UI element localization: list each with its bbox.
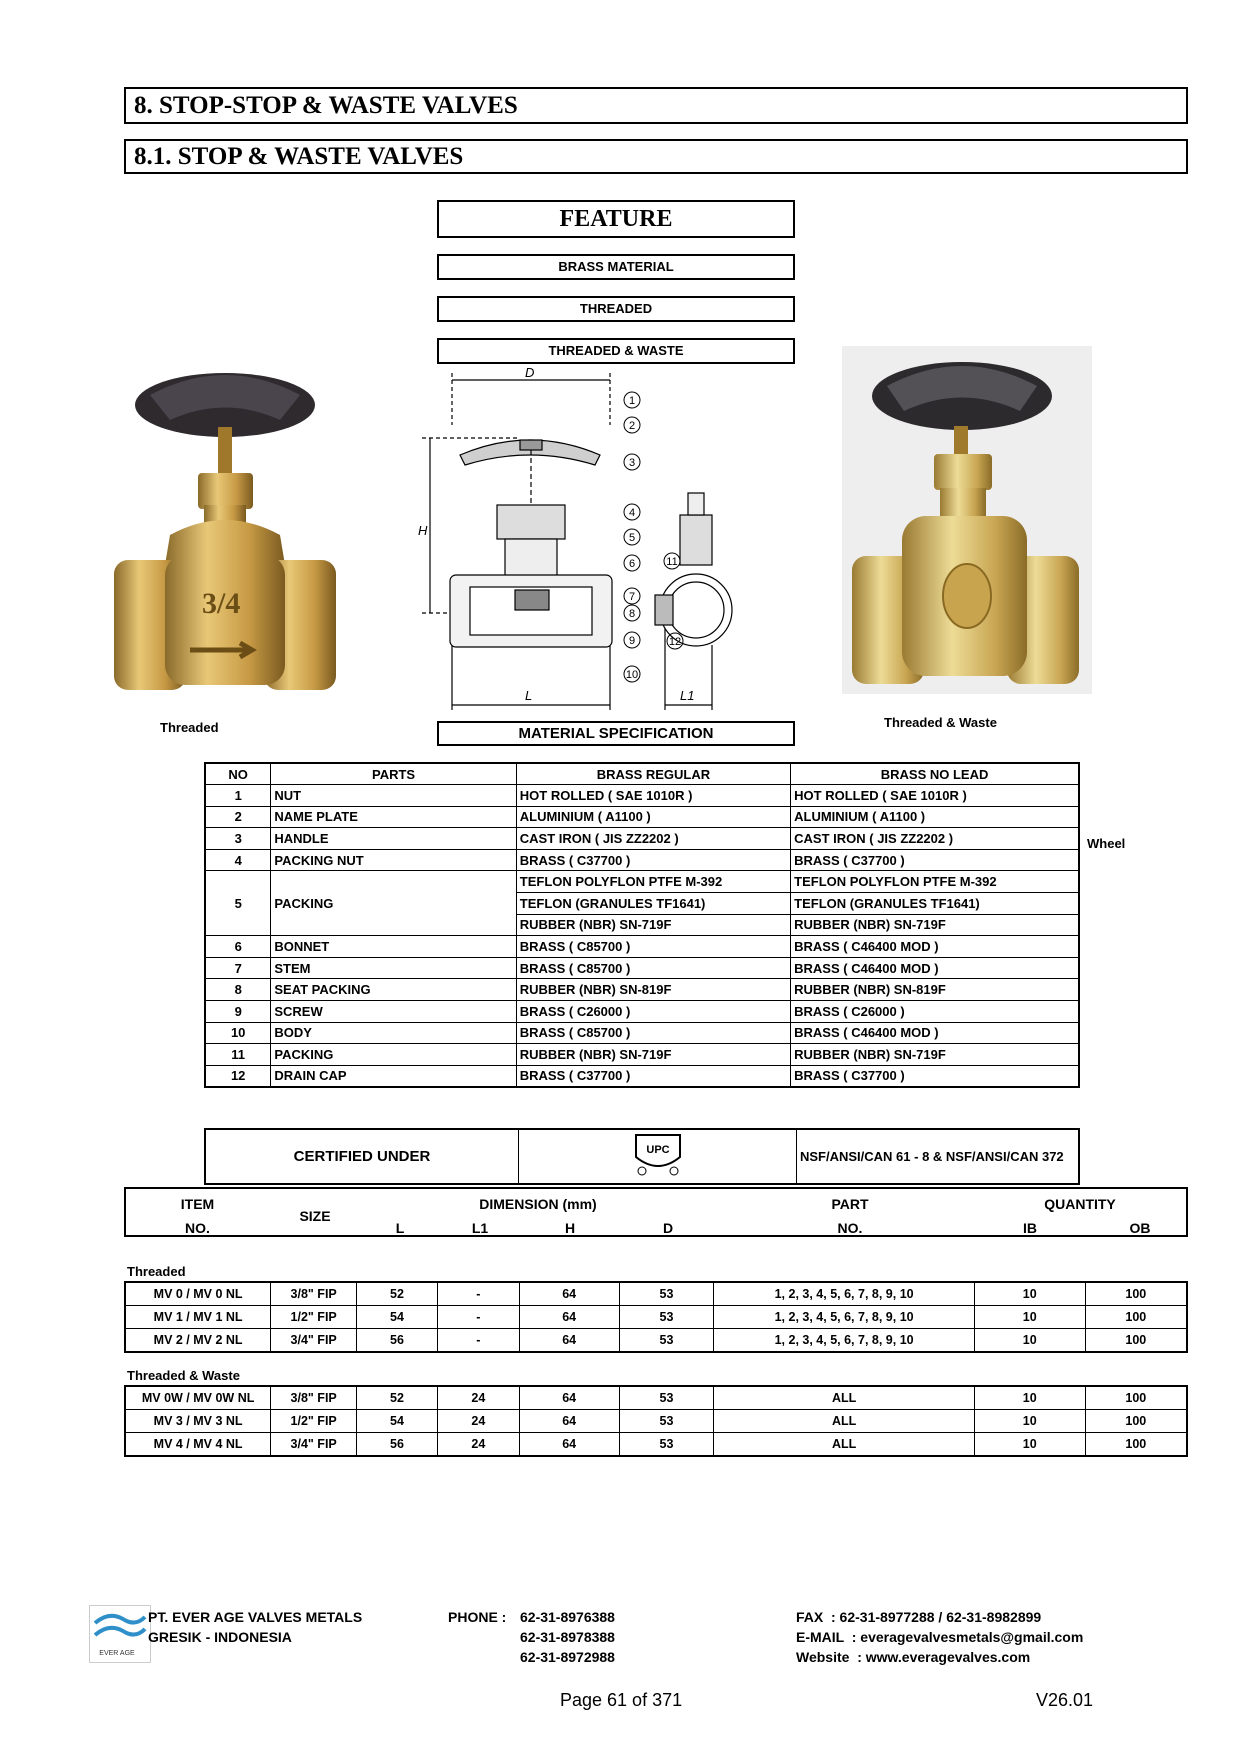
dim-header-part: PART bbox=[831, 1196, 869, 1212]
cell-d: 53 bbox=[619, 1433, 714, 1457]
cell-regular: BRASS ( C85700 ) bbox=[516, 1022, 790, 1044]
cell-h: 64 bbox=[519, 1410, 619, 1433]
col-header-no: NO bbox=[205, 763, 271, 785]
company-name: PT. EVER AGE VALVES METALS bbox=[148, 1609, 363, 1625]
cell-regular: BRASS ( C37700 ) bbox=[516, 849, 790, 871]
cell-regular: TEFLON (GRANULES TF1641) bbox=[516, 893, 790, 915]
callout-10: 10 bbox=[625, 669, 639, 681]
cell-nolead: BRASS ( C46400 MOD ) bbox=[791, 1022, 1079, 1044]
feature-item: BRASS MATERIAL bbox=[437, 254, 795, 280]
cell-d: 53 bbox=[619, 1386, 714, 1410]
table-row bbox=[205, 1044, 1079, 1066]
table-row bbox=[205, 785, 1079, 807]
material-spec-title: MATERIAL SPECIFICATION bbox=[437, 721, 795, 746]
cell-l: 54 bbox=[357, 1306, 438, 1329]
cell-regular: RUBBER (NBR) SN-719F bbox=[516, 1044, 790, 1066]
cell-part: BODY bbox=[271, 1022, 516, 1044]
table-row bbox=[205, 849, 1079, 871]
cell-l: 52 bbox=[357, 1282, 438, 1306]
cell-ib: 10 bbox=[974, 1386, 1085, 1410]
cell-item: MV 3 / MV 3 NL bbox=[125, 1410, 271, 1433]
cell-l1: - bbox=[437, 1282, 519, 1306]
cell-no: 5 bbox=[205, 871, 271, 936]
cell-no: 4 bbox=[205, 849, 271, 871]
cell-nolead: RUBBER (NBR) SN-719F bbox=[791, 1044, 1079, 1066]
phone-3: 62-31-8972988 bbox=[520, 1649, 615, 1665]
cell-nolead: RUBBER (NBR) SN-719F bbox=[791, 914, 1079, 936]
callout-5: 5 bbox=[628, 532, 636, 544]
section-title: 8. STOP-STOP & WASTE VALVES bbox=[124, 87, 1188, 124]
cell-regular: RUBBER (NBR) SN-719F bbox=[516, 914, 790, 936]
dim-header-ob: OB bbox=[1129, 1220, 1151, 1236]
page-number: Page 61 of 371 bbox=[560, 1690, 683, 1710]
cell-no: 6 bbox=[205, 936, 271, 958]
cell-size: 1/2" FIP bbox=[271, 1306, 357, 1329]
col-header-brass-regular: BRASS REGULAR bbox=[516, 763, 790, 785]
cell-d: 53 bbox=[619, 1282, 714, 1306]
cell-nolead: HOT ROLLED ( SAE 1010R ) bbox=[791, 785, 1079, 807]
cell-no: 7 bbox=[205, 957, 271, 979]
threaded-valve-image bbox=[110, 365, 340, 705]
subsection-title: 8.1. STOP & WASTE VALVES bbox=[124, 139, 1188, 174]
dim-header-quantity: QUANTITY bbox=[1044, 1196, 1116, 1212]
cell-regular: CAST IRON ( JIS ZZ2202 ) bbox=[516, 828, 790, 850]
cell-no: 10 bbox=[205, 1022, 271, 1044]
table-row bbox=[205, 871, 1079, 893]
cell-part: NUT bbox=[271, 785, 516, 807]
cell-h: 64 bbox=[519, 1282, 619, 1306]
cell-nolead: CAST IRON ( JIS ZZ2202 ) bbox=[791, 828, 1079, 850]
group-label-threaded-waste: Threaded & Waste bbox=[127, 1368, 240, 1383]
phone-label: PHONE : bbox=[448, 1609, 507, 1625]
cell-nolead: TEFLON POLYFLON PTFE M-392 bbox=[791, 871, 1079, 893]
table-row bbox=[205, 1001, 1079, 1023]
cell-nolead: RUBBER (NBR) SN-819F bbox=[791, 979, 1079, 1001]
table-row bbox=[205, 957, 1079, 979]
table-row bbox=[205, 806, 1079, 828]
cell-l1: - bbox=[437, 1306, 519, 1329]
table-row bbox=[125, 1386, 1187, 1410]
cell-nolead: BRASS ( C37700 ) bbox=[791, 849, 1079, 871]
wheel-note: Wheel bbox=[1087, 836, 1126, 851]
dim-header-l1: L1 bbox=[471, 1220, 489, 1236]
cell-ob: 100 bbox=[1085, 1329, 1187, 1353]
cell-item: MV 0 / MV 0 NL bbox=[125, 1282, 271, 1306]
cell-nolead: TEFLON (GRANULES TF1641) bbox=[791, 893, 1079, 915]
table-row bbox=[125, 1410, 1187, 1433]
cell-no: 9 bbox=[205, 1001, 271, 1023]
table-row bbox=[125, 1306, 1187, 1329]
cell-part: DRAIN CAP bbox=[271, 1065, 516, 1087]
cell-no: 8 bbox=[205, 979, 271, 1001]
left-image-caption: Threaded bbox=[160, 720, 219, 735]
cell-nolead: BRASS ( C37700 ) bbox=[791, 1065, 1079, 1087]
cell-l1: 24 bbox=[437, 1386, 519, 1410]
cell-regular: BRASS ( C37700 ) bbox=[516, 1065, 790, 1087]
dim-header-h: H bbox=[564, 1220, 576, 1236]
cell-no: 1 bbox=[205, 785, 271, 807]
version: V26.01 bbox=[1036, 1690, 1094, 1710]
cell-no: 12 bbox=[205, 1065, 271, 1087]
dim-header-part-no: NO. bbox=[837, 1220, 863, 1236]
cell-part: 1, 2, 3, 4, 5, 6, 7, 8, 9, 10 bbox=[714, 1306, 974, 1329]
col-header-brass-no-lead: BRASS NO LEAD bbox=[791, 763, 1079, 785]
material-table bbox=[204, 762, 1080, 1088]
table-row bbox=[205, 936, 1079, 958]
cell-size: 3/8" FIP bbox=[271, 1386, 357, 1410]
email: E-MAIL : everagevalvesmetals@gmail.com bbox=[796, 1629, 1084, 1645]
cell-ib: 10 bbox=[974, 1329, 1085, 1353]
certified-label: CERTIFIED UNDER bbox=[205, 1129, 519, 1184]
cell-size: 3/4" FIP bbox=[271, 1329, 357, 1353]
cell-l1: - bbox=[437, 1329, 519, 1353]
table-row bbox=[205, 828, 1079, 850]
cell-ib: 10 bbox=[974, 1410, 1085, 1433]
technical-drawing bbox=[400, 365, 740, 720]
fax: FAX : 62-31-8977288 / 62-31-8982899 bbox=[796, 1609, 1042, 1625]
table-row bbox=[205, 1065, 1079, 1087]
dim-label-h: H bbox=[418, 523, 428, 538]
cell-no: 2 bbox=[205, 806, 271, 828]
cell-ob: 100 bbox=[1085, 1386, 1187, 1410]
cell-l1: 24 bbox=[437, 1433, 519, 1457]
callout-2: 2 bbox=[628, 420, 636, 432]
company-logo bbox=[89, 1605, 151, 1663]
cell-nolead: BRASS ( C46400 MOD ) bbox=[791, 936, 1079, 958]
upc-logo bbox=[628, 1131, 688, 1177]
dimension-table-threaded bbox=[124, 1281, 1188, 1353]
feature-title: FEATURE bbox=[437, 200, 795, 238]
table-row bbox=[125, 1282, 1187, 1306]
body-marking: 3/4 bbox=[202, 587, 241, 620]
cell-l: 56 bbox=[357, 1433, 438, 1457]
cell-no: 11 bbox=[205, 1044, 271, 1066]
dim-header-size: SIZE bbox=[299, 1208, 331, 1224]
cell-nolead: BRASS ( C26000 ) bbox=[791, 1001, 1079, 1023]
cell-ob: 100 bbox=[1085, 1282, 1187, 1306]
cell-l: 54 bbox=[357, 1410, 438, 1433]
cell-nolead: BRASS ( C46400 MOD ) bbox=[791, 957, 1079, 979]
cell-item: MV 1 / MV 1 NL bbox=[125, 1306, 271, 1329]
table-row bbox=[125, 1329, 1187, 1353]
cell-size: 3/8" FIP bbox=[271, 1282, 357, 1306]
cell-part: NAME PLATE bbox=[271, 806, 516, 828]
right-image-caption: Threaded & Waste bbox=[884, 715, 997, 730]
cell-l: 56 bbox=[357, 1329, 438, 1353]
cell-h: 64 bbox=[519, 1386, 619, 1410]
cell-ib: 10 bbox=[974, 1306, 1085, 1329]
upc-logo-text: UPC bbox=[645, 1144, 670, 1156]
feature-item: THREADED bbox=[437, 296, 795, 322]
phone-1: 62-31-8976388 bbox=[520, 1609, 615, 1625]
dim-label-l1: L1 bbox=[680, 688, 695, 703]
dim-label-d: D bbox=[525, 365, 535, 380]
dim-header-l: L bbox=[395, 1220, 405, 1236]
cell-regular: BRASS ( C26000 ) bbox=[516, 1001, 790, 1023]
threaded-waste-valve-image bbox=[842, 346, 1092, 694]
cell-part: ALL bbox=[714, 1386, 974, 1410]
cell-ob: 100 bbox=[1085, 1410, 1187, 1433]
company-logo-text: EVER AGE bbox=[99, 1650, 135, 1657]
callout-12: 12 bbox=[668, 636, 682, 648]
cell-part: SCREW bbox=[271, 1001, 516, 1023]
cell-regular: TEFLON POLYFLON PTFE M-392 bbox=[516, 871, 790, 893]
cell-part: STEM bbox=[271, 957, 516, 979]
cell-regular: ALUMINIUM ( A1100 ) bbox=[516, 806, 790, 828]
cell-nolead: ALUMINIUM ( A1100 ) bbox=[791, 806, 1079, 828]
dim-header-d: D bbox=[662, 1220, 674, 1236]
cell-ib: 10 bbox=[974, 1433, 1085, 1457]
feature-item: THREADED & WASTE bbox=[437, 338, 795, 364]
cell-d: 53 bbox=[619, 1329, 714, 1353]
certified-standard: NSF/ANSI/CAN 61 - 8 & NSF/ANSI/CAN 372 bbox=[800, 1149, 1064, 1164]
cell-part: SEAT PACKING bbox=[271, 979, 516, 1001]
certified-row bbox=[204, 1128, 1080, 1185]
website: Website : www.everagevalves.com bbox=[796, 1649, 1031, 1665]
cell-item: MV 4 / MV 4 NL bbox=[125, 1433, 271, 1457]
group-label-threaded: Threaded bbox=[127, 1264, 186, 1279]
callout-6: 6 bbox=[628, 558, 636, 570]
table-row bbox=[205, 979, 1079, 1001]
cell-ob: 100 bbox=[1085, 1306, 1187, 1329]
cell-part: HANDLE bbox=[271, 828, 516, 850]
material-table-header bbox=[205, 763, 1079, 785]
cell-size: 3/4" FIP bbox=[271, 1433, 357, 1457]
cell-part: 1, 2, 3, 4, 5, 6, 7, 8, 9, 10 bbox=[714, 1282, 974, 1306]
cell-ob: 100 bbox=[1085, 1433, 1187, 1457]
callout-4: 4 bbox=[628, 507, 636, 519]
cell-regular: HOT ROLLED ( SAE 1010R ) bbox=[516, 785, 790, 807]
cell-part: BONNET bbox=[271, 936, 516, 958]
cell-item: MV 2 / MV 2 NL bbox=[125, 1329, 271, 1353]
cell-h: 64 bbox=[519, 1433, 619, 1457]
col-header-parts: PARTS bbox=[271, 763, 516, 785]
callout-11: 11 bbox=[666, 556, 678, 568]
cell-ib: 10 bbox=[974, 1282, 1085, 1306]
cell-no: 3 bbox=[205, 828, 271, 850]
dim-header-dimension: DIMENSION (mm) bbox=[479, 1196, 597, 1212]
cell-d: 53 bbox=[619, 1410, 714, 1433]
cell-d: 53 bbox=[619, 1306, 714, 1329]
company-location: GRESIK - INDONESIA bbox=[148, 1629, 292, 1645]
callout-9: 9 bbox=[628, 635, 636, 647]
cell-item: MV 0W / MV 0W NL bbox=[125, 1386, 271, 1410]
cell-l1: 24 bbox=[437, 1410, 519, 1433]
dim-header-item-no: NO. bbox=[185, 1220, 210, 1236]
cell-part: ALL bbox=[714, 1410, 974, 1433]
cell-h: 64 bbox=[519, 1329, 619, 1353]
callout-8: 8 bbox=[628, 608, 636, 620]
cell-part: 1, 2, 3, 4, 5, 6, 7, 8, 9, 10 bbox=[714, 1329, 974, 1353]
cell-size: 1/2" FIP bbox=[271, 1410, 357, 1433]
dimension-table-threaded-waste bbox=[124, 1385, 1188, 1457]
callout-7: 7 bbox=[628, 591, 636, 603]
cell-regular: BRASS ( C85700 ) bbox=[516, 936, 790, 958]
dim-header-item: ITEM bbox=[180, 1196, 215, 1212]
dim-label-l: L bbox=[525, 688, 533, 703]
cell-regular: BRASS ( C85700 ) bbox=[516, 957, 790, 979]
phone-2: 62-31-8978388 bbox=[520, 1629, 615, 1645]
cell-part: PACKING bbox=[271, 1044, 516, 1066]
cell-l: 52 bbox=[357, 1386, 438, 1410]
cell-part: PACKING NUT bbox=[271, 849, 516, 871]
cell-regular: RUBBER (NBR) SN-819F bbox=[516, 979, 790, 1001]
table-row bbox=[125, 1433, 1187, 1457]
callout-1: 1 bbox=[628, 395, 636, 407]
cell-part: PACKING bbox=[271, 871, 516, 936]
table-row bbox=[205, 1022, 1079, 1044]
callout-3: 3 bbox=[628, 457, 636, 469]
cell-part: ALL bbox=[714, 1433, 974, 1457]
dim-header-ib: IB bbox=[1023, 1220, 1037, 1236]
cell-h: 64 bbox=[519, 1306, 619, 1329]
